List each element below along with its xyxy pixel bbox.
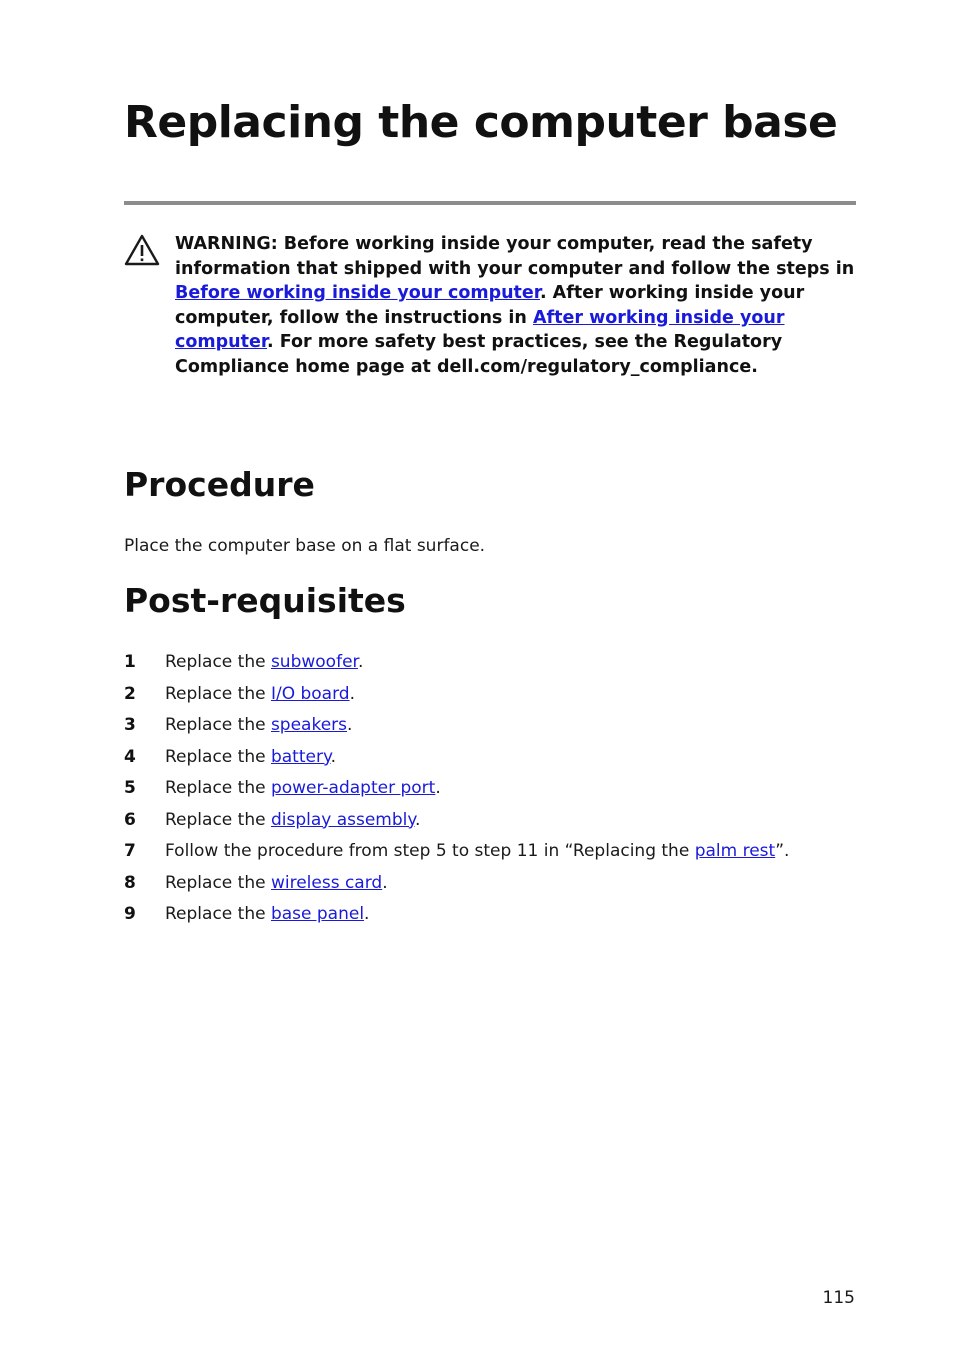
warning-triangle-icon xyxy=(124,234,160,266)
list-item xyxy=(124,776,856,808)
step-text-prefix: Replace the xyxy=(165,778,271,798)
list-item xyxy=(124,713,856,745)
step-number: 5 xyxy=(124,778,136,798)
step-text xyxy=(165,682,355,706)
link-display-assembly[interactable]: display assembly xyxy=(270,809,416,830)
step-number: 1 xyxy=(124,652,136,672)
step-text xyxy=(165,871,388,895)
step-text-prefix: Replace the xyxy=(165,715,271,735)
step-text-suffix: . xyxy=(415,809,421,830)
link-after-working-inside[interactable]: After working inside your computer xyxy=(175,307,785,353)
warning-text-part-2: . After working inside your computer, follow the instructions in xyxy=(175,283,805,328)
step-text-prefix: Replace the xyxy=(165,809,271,830)
link-speakers[interactable]: speakers xyxy=(270,715,348,735)
step-text-suffix: . xyxy=(435,778,441,798)
step-text xyxy=(165,808,420,832)
list-item xyxy=(124,871,856,903)
warning-label: WARNING: xyxy=(175,234,284,254)
step-text xyxy=(165,776,441,800)
step-text-suffix: . xyxy=(330,746,336,767)
post-requisites-list xyxy=(124,650,856,934)
link-subwoofer[interactable]: subwoofer xyxy=(270,652,358,672)
link-before-working-inside[interactable]: Before working inside your computer xyxy=(175,283,540,304)
step-text-prefix: Replace the xyxy=(165,872,271,893)
list-item xyxy=(124,902,856,934)
step-number: 6 xyxy=(124,809,136,830)
step-text-prefix: Replace the xyxy=(165,904,271,924)
link-base-panel[interactable]: base panel xyxy=(270,904,365,924)
link-battery[interactable]: battery xyxy=(270,746,331,767)
list-item xyxy=(124,839,856,871)
title-divider xyxy=(124,201,856,205)
step-text-suffix: . xyxy=(347,715,353,735)
step-number: 7 xyxy=(124,841,136,861)
step-text xyxy=(165,713,352,737)
list-item xyxy=(124,745,856,777)
step-text xyxy=(165,839,789,863)
list-item xyxy=(124,682,856,714)
link-palm-rest[interactable]: palm rest xyxy=(694,841,776,861)
step-text xyxy=(165,745,336,769)
step-number: 3 xyxy=(124,715,136,735)
step-text-suffix: . xyxy=(349,683,355,704)
link-io-board[interactable]: I/O board xyxy=(270,683,350,704)
procedure-heading: Procedure xyxy=(124,465,315,504)
warning-text-part-3: . For more safety best practices, see the Regulatory Compliance home page at dell.com/regulatory_compliance. xyxy=(175,332,783,377)
link-wireless-card[interactable]: wireless card xyxy=(270,872,383,893)
procedure-text: Place the computer base on a flat surface. xyxy=(124,536,486,556)
step-text xyxy=(165,650,363,674)
step-number: 9 xyxy=(124,904,136,924)
list-item xyxy=(124,650,856,682)
step-text xyxy=(165,902,369,926)
page-number: 115 xyxy=(822,1288,855,1308)
step-number: 4 xyxy=(124,746,136,767)
step-text-suffix: . xyxy=(357,652,364,672)
step-text-prefix: Replace the xyxy=(165,683,271,704)
step-text-prefix: Replace the xyxy=(165,652,271,672)
step-text-suffix: . xyxy=(364,904,370,924)
step-text-suffix: . xyxy=(382,872,388,893)
page-title: Replacing the computer base xyxy=(124,97,838,148)
step-number: 2 xyxy=(124,683,136,704)
list-item xyxy=(124,808,856,840)
warning-text-part-1: Before working inside your computer, read the safety information that shipped with your computer and follow the steps in xyxy=(175,234,855,279)
link-power-adapter-port[interactable]: power-adapter port xyxy=(270,778,436,798)
post-requisites-heading: Post-requisites xyxy=(124,581,406,620)
step-text-prefix: Replace the xyxy=(165,746,271,767)
step-number: 8 xyxy=(124,872,136,893)
step-text-prefix: Follow the procedure from step 5 to step 11 in “Replacing the xyxy=(165,841,695,861)
warning-text xyxy=(175,232,856,380)
step-text-suffix: ”. xyxy=(775,841,790,861)
